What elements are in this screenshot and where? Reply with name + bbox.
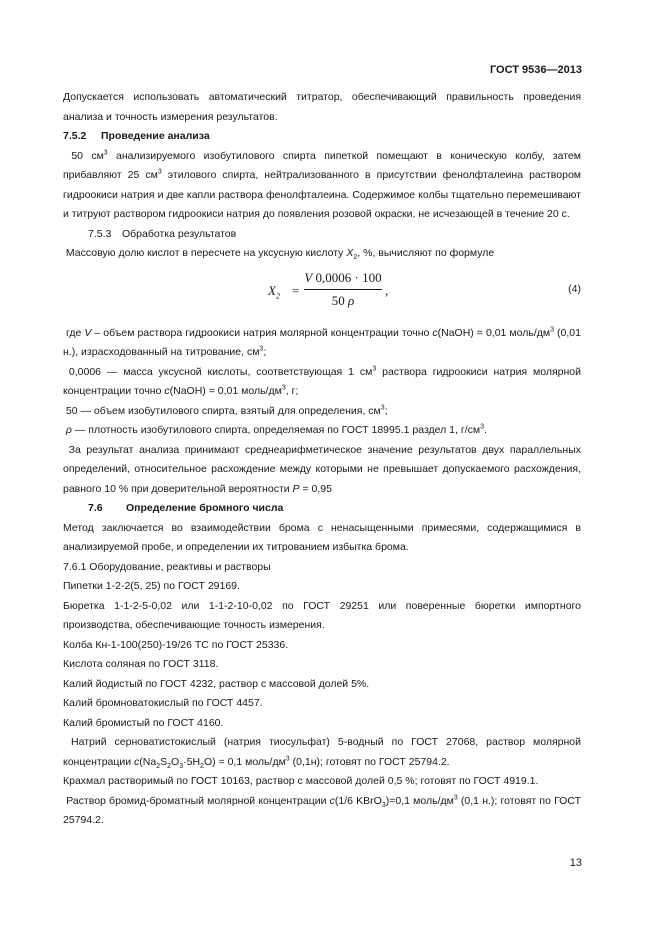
formula-denominator	[304, 291, 382, 311]
formula-numerator-rest: 0,0006 · 100	[315, 269, 382, 285]
text-fragment: (Na	[139, 755, 157, 768]
definition-v	[63, 324, 581, 363]
formula-subscript: 2	[275, 291, 280, 301]
text-fragment: .	[483, 424, 487, 436]
text-fragment: (0,1н); готовят по ГОСТ 25794.2.	[289, 755, 450, 768]
text-fragment: За результат анализа принимают среднеарифметическое значение результатов двух параллельных определений, относительное расхождение между которыми не превышает допускаемого расхождения, равного 10 % при доверительной вероятности	[63, 443, 581, 495]
superscript: 3	[480, 423, 484, 431]
subscript: 2	[156, 762, 161, 770]
paragraph-text: Допускается использовать автоматический титратор, обеспечивающий правильность проведения анализа и точность измерения результатов.	[63, 91, 581, 123]
paragraph-ki	[63, 675, 581, 695]
paragraph-text: Пипетки 1-2-2(5, 25) по ГОСТ 29169.	[63, 580, 240, 592]
superscript: 3	[380, 404, 385, 411]
definition-density	[63, 421, 581, 441]
superscript: 3	[550, 326, 555, 333]
subscript: 2	[200, 762, 204, 770]
text-fragment: (NaOH) = 0,01 моль/дм	[437, 326, 551, 339]
text-fragment: ·5H	[183, 755, 201, 768]
document-body	[63, 88, 581, 831]
variable: V	[84, 326, 92, 339]
formula-variable: X	[268, 282, 276, 298]
section-number: 7.5.3	[88, 227, 112, 240]
section-7-5-2	[63, 127, 581, 147]
paragraph-result	[63, 441, 581, 500]
paragraph-starch	[63, 772, 581, 792]
section-7-6	[63, 499, 581, 519]
superscript: 3	[259, 345, 264, 353]
variable: c	[432, 326, 438, 339]
section-number: 7.6	[88, 502, 103, 514]
formula-equals: =	[292, 282, 300, 298]
text-fragment: , %, вычисляют по формуле	[357, 247, 495, 259]
text-fragment: )=0,1 моль/дм	[385, 794, 454, 807]
paragraph-hcl	[63, 655, 581, 675]
superscript: 3	[103, 149, 108, 156]
text-fragment: O) = 0,1 моль/дм	[203, 755, 286, 768]
formula-lhs	[268, 283, 280, 299]
paragraph-text: Кислота соляная по ГОСТ 3118.	[63, 658, 219, 670]
formula-4	[63, 268, 581, 318]
text-fragment: (NaOH) = 0,01 моль/дм	[169, 385, 282, 397]
variable: c	[329, 794, 335, 807]
paragraph-text: Колба Кн-1-100(250)-19/26 ТС по ГОСТ 25336.	[63, 638, 289, 651]
text-fragment: = 0,95	[299, 482, 332, 495]
text-fragment: S	[160, 755, 168, 768]
paragraph-7-6-1	[63, 558, 581, 578]
paragraph-bromide-bromate	[63, 792, 581, 831]
text-fragment: 0,0006 — масса уксусной кислоты, соответствующая 1 см	[68, 365, 373, 378]
paragraph-text: Калий бромноватокислый по ГОСТ 4457.	[63, 697, 263, 709]
paragraph-text: Калий бромистый по ГОСТ 4160.	[63, 716, 224, 729]
formula-denominator-num: 50	[331, 292, 348, 308]
variable: P	[292, 482, 300, 495]
text-fragment: где	[66, 326, 85, 339]
paragraph-method	[63, 519, 581, 558]
variable: c	[164, 385, 170, 397]
text-fragment: , г;	[285, 385, 299, 397]
paragraph-text: Калий йодистый по ГОСТ 4232, раствор с массовой долей 5%.	[63, 677, 370, 690]
text-fragment: (1/6 KBrO	[334, 794, 382, 807]
paragraph-kbr	[63, 714, 581, 734]
paragraph-kbro3	[63, 694, 581, 714]
variable: X	[346, 247, 354, 259]
formula-comma: ,	[385, 282, 389, 298]
paragraph-titrator	[63, 88, 581, 127]
paragraph-procedure	[63, 147, 581, 225]
section-title: Обработка результатов	[122, 227, 237, 240]
section-title: Проведение анализа	[101, 130, 210, 142]
text-fragment: O	[171, 755, 180, 768]
text-fragment: 50 см	[71, 149, 104, 162]
text-fragment: ;	[384, 404, 388, 417]
variable: ρ	[65, 424, 72, 436]
paragraph-formula-intro	[63, 244, 581, 264]
formula-numerator	[304, 268, 382, 288]
paragraph-text: Метод заключается во взаимодействии брома с ненасыщенными примесями, содержащимися в анализируемой пробе, и определении их титрованием избытка брома.	[63, 521, 581, 553]
paragraph-flask	[63, 636, 581, 656]
fraction-bar	[304, 289, 382, 290]
superscript: 3	[453, 794, 458, 801]
text-fragment: Раствор бромид-броматный молярной концентрации	[66, 794, 330, 807]
text-fragment: (0,1 н.); готовят по ГОСТ 25794.2.	[63, 794, 581, 826]
paragraph-pipettes	[63, 577, 581, 597]
text-fragment: Массовую долю кислот в пересчете на уксусную кислоту	[65, 247, 347, 259]
formula-number: (4)	[568, 282, 581, 295]
superscript: 3	[281, 384, 286, 392]
variable: c	[134, 755, 140, 768]
text-fragment: (0,01 н.), израсходованный на титрование, см	[63, 326, 581, 358]
text-fragment: ;	[263, 346, 267, 358]
definition-mass	[63, 363, 581, 402]
text-fragment: Натрий серноватистокислый (натрия тиосульфат) 5-водный по ГОСТ 27068, раствор молярной концентрации	[63, 736, 582, 768]
subscript: 2	[353, 254, 358, 262]
text-fragment: анализируемого изобутилового спирта пипеткой помещают в коническую колбу, затем прибавляют 25 см	[63, 149, 581, 181]
text-fragment: 50 — объем изобутилового спирта, взятый для определения, см	[65, 404, 381, 417]
formula-var-rho: ρ	[348, 292, 355, 308]
section-title: Определение бромного числа	[126, 502, 284, 514]
paragraph-text: Крахмал растворимый по ГОСТ 10163, раствор с массовой долей 0,5 %; готовят по ГОСТ 4919.1.	[63, 775, 539, 787]
text-fragment: – объем раствора гидроокиси натрия молярной концентрации точно	[91, 326, 433, 339]
formula-var-v: V	[304, 269, 313, 285]
subscript: 3	[179, 762, 184, 770]
page-number: 13	[569, 857, 582, 869]
section-7-5-3	[63, 225, 581, 245]
text-fragment: — плотность изобутилового спирта, определяемая по ГОСТ 18995.1 раздел 1, г/см	[71, 424, 481, 436]
section-number: 7.5.2	[63, 130, 87, 142]
superscript: 3	[372, 365, 377, 372]
doc-code-header: ГОСТ 9536—2013	[489, 64, 582, 76]
paragraph-thiosulfate	[63, 733, 581, 772]
superscript: 3	[157, 168, 162, 176]
subscript: 3	[381, 801, 386, 809]
definition-volume	[63, 402, 581, 422]
text-fragment: раствора гидроокиси натрия молярной концентрации точно	[63, 365, 581, 397]
paragraph-text: 7.6.1 Оборудование, реактивы и растворы	[63, 560, 271, 573]
paragraph-text: Бюретка 1-1-2-5-0,02 или 1-1-2-10-0,02 по ГОСТ 29251 или поверенные бюретки импортного производства, обеспечивающие точность измерения.	[63, 599, 581, 631]
paragraph-burette	[63, 597, 581, 636]
formula-fraction	[304, 268, 382, 311]
superscript: 3	[285, 755, 290, 762]
subscript: 2	[167, 762, 172, 770]
text-fragment: этилового спирта, нейтрализованного в присутствии фенолфталеина раствором гидроокиси натрия и две капли раствора фенолфталеина. Содержимое колбы тщательно перемешивают и титруют раствором гидроокиси натрия до появления розовой окраски, не исчезающей в течение 20 с.	[63, 169, 582, 220]
